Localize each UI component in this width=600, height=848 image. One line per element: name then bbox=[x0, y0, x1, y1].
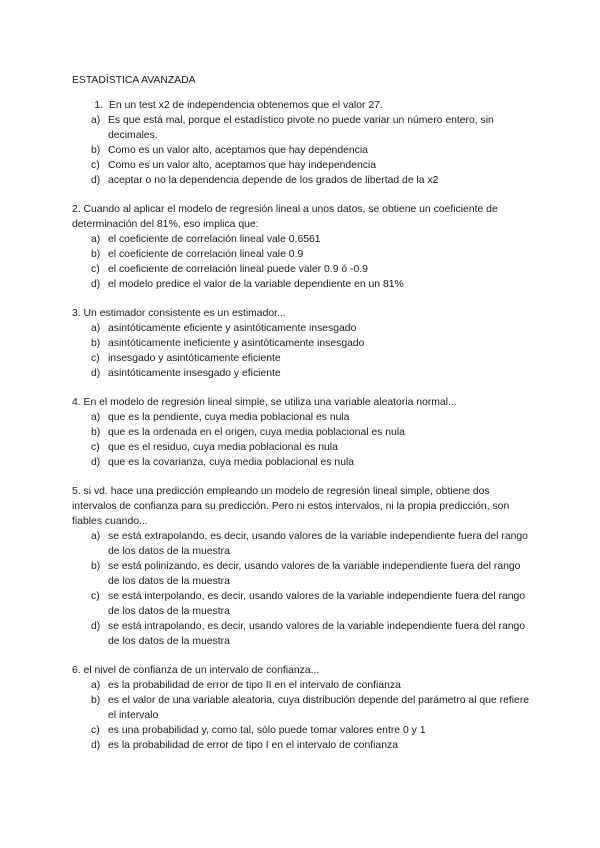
option-d bbox=[72, 173, 532, 188]
option-b bbox=[72, 425, 532, 440]
question-3 bbox=[72, 306, 532, 381]
option-b bbox=[72, 336, 532, 351]
option-d bbox=[72, 455, 532, 470]
option-list bbox=[72, 113, 532, 188]
option-text: asintóticamente ineficiente y asintóticamente insesgado bbox=[108, 338, 365, 349]
option-letter: c) bbox=[91, 591, 100, 602]
question-1-head bbox=[72, 98, 532, 113]
question-text: 6. el nivel de confianza de un intervalo de confianza... bbox=[72, 665, 320, 676]
option-a bbox=[72, 410, 532, 425]
option-a bbox=[72, 113, 532, 143]
question-text: 3. Un estimador consistente es un estimador... bbox=[72, 308, 286, 319]
option-list bbox=[72, 529, 532, 649]
question-text: 5. si vd. hace una predicción empleando un modelo de regresión lineal simple, obtiene dos intervalos de confianza para su predicción. Pero ni estos intervalos, ni la propia predicción, son fiables cuando... bbox=[72, 486, 510, 527]
option-text: que es la ordenada en el origen, cuya media poblacional es nula bbox=[108, 427, 405, 438]
document-page bbox=[72, 73, 532, 753]
option-text: Como es un valor alto, aceptamos que hay independencia bbox=[108, 160, 377, 171]
option-a bbox=[72, 678, 532, 693]
option-text: insesgado y asintóticamente eficiente bbox=[108, 353, 281, 364]
question-1 bbox=[72, 98, 532, 188]
option-c bbox=[72, 351, 532, 366]
option-d bbox=[72, 277, 532, 292]
option-letter: c) bbox=[91, 160, 100, 171]
option-text: aceptar o no la dependencia depende de los grados de libertad de la x2 bbox=[108, 175, 439, 186]
option-text: el modelo predice el valor de la variable dependiente en un 81% bbox=[108, 279, 404, 290]
option-letter: d) bbox=[91, 279, 101, 290]
question-4 bbox=[72, 395, 532, 470]
option-letter: d) bbox=[91, 175, 101, 186]
option-c bbox=[72, 158, 532, 173]
option-letter: c) bbox=[91, 442, 100, 453]
option-text: se está extrapolando, es decir, usando valores de la variable independiente fuera del rango de los datos de la muestra bbox=[108, 531, 528, 557]
option-c bbox=[72, 723, 532, 738]
option-text: se está interpolando, es decir, usando valores de la variable independiente fuera del rango de los datos de la muestra bbox=[108, 591, 526, 617]
option-letter: a) bbox=[91, 531, 101, 542]
option-list bbox=[72, 232, 532, 292]
option-letter: d) bbox=[91, 740, 101, 751]
option-d bbox=[72, 619, 532, 649]
option-letter: a) bbox=[91, 323, 101, 334]
option-a bbox=[72, 321, 532, 336]
option-letter: b) bbox=[91, 695, 101, 706]
option-b bbox=[72, 143, 532, 158]
option-list bbox=[72, 321, 532, 381]
question-text: 4. En el modelo de regresión lineal simple, se utiliza una variable aleatoria normal... bbox=[72, 397, 457, 408]
option-letter: b) bbox=[91, 427, 101, 438]
option-list bbox=[72, 410, 532, 470]
question-5 bbox=[72, 484, 532, 649]
option-b bbox=[72, 247, 532, 262]
option-list bbox=[72, 678, 532, 753]
option-letter: d) bbox=[91, 368, 101, 379]
option-text: que es la covarianza, cuya media poblacional es nula bbox=[108, 457, 355, 468]
option-letter: a) bbox=[91, 115, 101, 126]
option-letter: a) bbox=[91, 412, 101, 423]
question-2 bbox=[72, 202, 532, 292]
option-text: que es la pendiente, cuya media poblacional es nula bbox=[108, 412, 350, 423]
option-letter: b) bbox=[91, 338, 101, 349]
option-letter: b) bbox=[91, 249, 101, 260]
option-text: el coeficiente de correlación lineal vale 0.9 bbox=[108, 249, 304, 260]
option-b bbox=[72, 559, 532, 589]
question-6 bbox=[72, 663, 532, 753]
option-letter: c) bbox=[91, 353, 100, 364]
option-text: es una probabilidad y, como tal, sólo puede tomar valores entre 0 y 1 bbox=[108, 725, 426, 736]
option-a bbox=[72, 232, 532, 247]
option-d bbox=[72, 366, 532, 381]
option-letter: c) bbox=[91, 725, 100, 736]
option-letter: d) bbox=[91, 621, 101, 632]
option-d bbox=[72, 738, 532, 753]
option-text: el coeficiente de correlación lineal vale 0.6561 bbox=[108, 234, 321, 245]
option-a bbox=[72, 529, 532, 559]
option-c bbox=[72, 589, 532, 619]
option-letter: c) bbox=[91, 264, 100, 275]
option-text: Como es un valor alto, aceptamos que hay dependencia bbox=[108, 145, 368, 156]
option-text: es el valor de una variable aleatoria, cuya distribución depende del parámetro al que refiere el intervalo bbox=[108, 695, 530, 721]
option-text: asintóticamente eficiente y asintóticamente insesgado bbox=[108, 323, 357, 334]
page-title: ESTADÍSTICA AVANZADA bbox=[72, 75, 196, 86]
option-text: se está intrapolando, es decir, usando valores de la variable independiente fuera del rango de los datos de la muestra bbox=[108, 621, 526, 647]
option-letter: a) bbox=[91, 680, 101, 691]
option-text: Es que está mal, porque el estadístico pivote no puede variar un número entero, sin decimales. bbox=[108, 115, 494, 141]
option-letter: b) bbox=[91, 561, 101, 572]
option-text: se está polinizando, es decir, usando valores de la variable independiente fuera del rango de los datos de la muestra bbox=[108, 561, 521, 587]
question-text: En un test x2 de independencia obtenemos que el valor 27. bbox=[109, 100, 383, 111]
question-number: 1. bbox=[94, 100, 103, 111]
option-letter: d) bbox=[91, 457, 101, 468]
option-text: asintóticamente insesgado y eficiente bbox=[108, 368, 281, 379]
option-c bbox=[72, 440, 532, 455]
question-text: 2. Cuando al aplicar el modelo de regresión lineal a unos datos, se obtiene un coeficiente de determinación del 81%, eso implica que: bbox=[72, 204, 498, 230]
option-text: es la probabilidad de error de tipo II en el intervalo de confianza bbox=[108, 680, 401, 691]
option-letter: a) bbox=[91, 234, 101, 245]
option-text: que es el residuo, cuya media poblacional es nula bbox=[108, 442, 338, 453]
option-c bbox=[72, 262, 532, 277]
option-text: es la probabilidad de error de tipo I en el intervalo de confianza bbox=[108, 740, 398, 751]
option-b bbox=[72, 693, 532, 723]
option-letter: b) bbox=[91, 145, 101, 156]
option-text: el coeficiente de correlación lineal puede valer 0.9 ó -0.9 bbox=[108, 264, 368, 275]
